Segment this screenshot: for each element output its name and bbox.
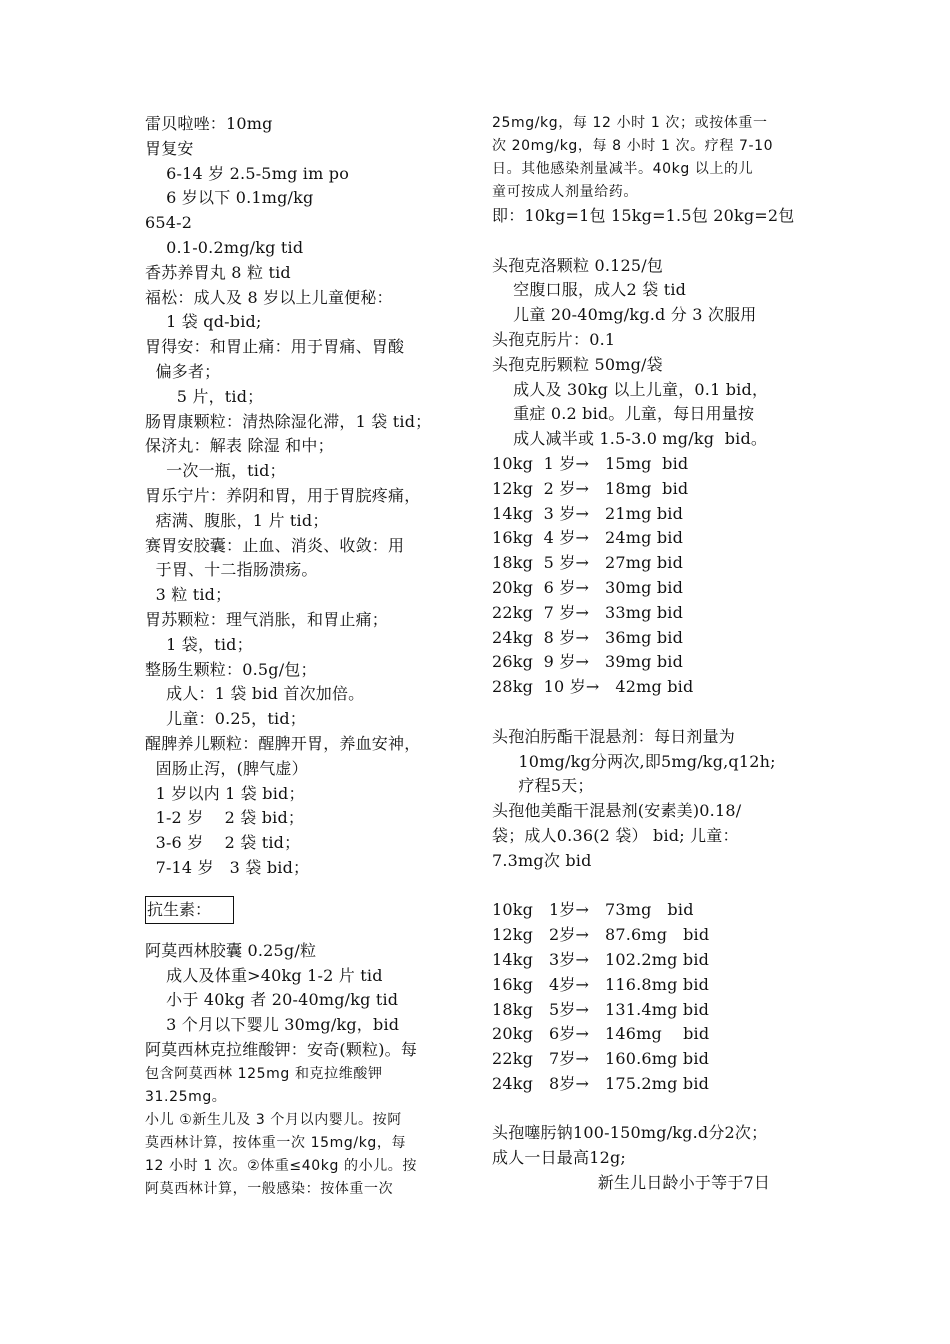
left-block-amoxicillin — [145, 939, 475, 1063]
text-line: 5 片，tid； — [145, 386, 264, 406]
text-line: 整肠生颗粒：0.5g/包； — [145, 659, 317, 679]
spacer — [492, 1097, 822, 1122]
text-line: 赛胃安胶囊：止血、消炎、收敛：用 — [145, 535, 405, 555]
right-block-dosing-note — [492, 112, 822, 204]
text-line: 头孢泊肟酯干混悬剂：每日剂量为 — [492, 726, 736, 746]
text-line: 7-14 岁 3 袋 bid； — [145, 857, 310, 877]
text-line: 童可按成人剂量给药。 — [492, 184, 638, 200]
text-line: 新生儿日龄小于等于7日 — [492, 1173, 771, 1193]
right-block-cefotaxime — [492, 1121, 822, 1195]
text-line: 10kg 1岁→ 73mg bid — [492, 900, 694, 920]
text-line: 袋；成人0.36(2 袋） bid; 儿童： — [492, 825, 739, 845]
right-block-cefpodoxime-cefetamet — [492, 725, 822, 874]
text-line: 香苏养胃丸 8 粒 tid — [145, 262, 291, 282]
text-line: 肠胃康颗粒：清热除湿化滞，1 袋 tid； — [145, 411, 432, 431]
text-line: 20kg 6 岁→ 30mg bid — [492, 577, 684, 597]
text-line: 小于 40kg 者 20-40mg/kg tid — [145, 990, 399, 1010]
text-line: 头孢噻肟钠100-150mg/kg.d分2次； — [492, 1123, 768, 1143]
text-line: 痞满、腹胀，1 片 tid； — [145, 510, 329, 530]
text-line: 阿莫西林计算，一般感染：按体重一次 — [145, 1180, 394, 1197]
text-line: 头孢他美酯干混悬剂(安素美)0.18/ — [492, 801, 742, 821]
text-line: 阿莫西林克拉维酸钾：安奇(颗粒)。每 — [145, 1039, 418, 1059]
text-line: 16kg 4岁→ 116.8mg bid — [492, 974, 710, 994]
text-line: 1-2 岁 2 袋 bid； — [145, 808, 305, 828]
text-line: 7.3mg次 bid — [492, 850, 592, 870]
text-line: 偏多者； — [145, 361, 221, 381]
right-block-equivalents — [492, 204, 822, 229]
text-line: 包含阿莫西林 125mg 和克拉维酸钾 — [145, 1065, 383, 1082]
text-line: 31.25mg。 — [145, 1088, 227, 1105]
antibiotics-heading: 抗生素： — [145, 896, 234, 924]
text-line: 成人：1 袋 bid 首次加倍。 — [145, 684, 365, 704]
text-line: 胃得安：和胃止痛：用于胃痛、胃酸 — [145, 337, 405, 357]
text-line: 22kg 7岁→ 160.6mg bid — [492, 1049, 710, 1069]
left-column — [145, 112, 475, 1201]
text-line: 成人一日最高12g; — [492, 1148, 626, 1168]
text-line: 12 小时 1 次。②体重≤40kg 的小儿。按 — [145, 1157, 418, 1174]
text-line: 14kg 3 岁→ 21mg bid — [492, 503, 684, 523]
text-line: 疗程5天； — [492, 776, 594, 796]
text-line: 雷贝啦唑：10mg — [145, 114, 273, 133]
text-line: 25mg/kg，每 12 小时 1 次；或按体重一 — [492, 115, 768, 131]
text-line: 头孢克肟片：0.1 — [492, 329, 616, 349]
text-line: 醒脾养儿颗粒：醒脾开胃，养血安神， — [145, 733, 421, 753]
text-line: 于胃、十二指肠溃疡。 — [145, 560, 318, 580]
text-line: 18kg 5 岁→ 27mg bid — [492, 553, 684, 573]
text-line: 12kg 2岁→ 87.6mg bid — [492, 925, 710, 945]
text-line: 654-2 — [145, 213, 193, 233]
spacer — [492, 700, 822, 725]
text-line: 18kg 5岁→ 131.4mg bid — [492, 999, 710, 1019]
text-line: 28kg 10 岁→ 42mg bid — [492, 677, 694, 697]
left-block-top — [145, 112, 475, 881]
text-line: 即：10kg=1包 15kg=1.5包 20kg=2包 — [492, 206, 795, 225]
text-line: 14kg 3岁→ 102.2mg bid — [492, 949, 710, 969]
text-line: 头孢克洛颗粒 0.125/包 — [492, 255, 664, 275]
right-block-cefetamet-table — [492, 898, 822, 1096]
text-line: 24kg 8岁→ 175.2mg bid — [492, 1073, 710, 1093]
text-line: 成人及体重>40kg 1-2 片 tid — [145, 965, 383, 985]
text-line: 6 岁以下 0.1mg/kg — [145, 188, 314, 208]
text-line: 1 袋，tid； — [145, 634, 253, 654]
text-line: 胃复安 — [145, 138, 194, 158]
text-line: 3 粒 tid； — [145, 585, 232, 605]
text-line: 成人及 30kg 以上儿童，0.1 bid， — [492, 379, 769, 399]
text-line: 固肠止泻，(脾气虚） — [145, 758, 308, 778]
text-line: 10kg 1 岁→ 15mg bid — [492, 453, 689, 473]
text-line: 儿童 20-40mg/kg.d 分 3 次服用 — [492, 305, 757, 325]
text-line: 26kg 9 岁→ 39mg bid — [492, 652, 684, 672]
text-line: 6-14 岁 2.5-5mg im po — [145, 163, 350, 183]
spacer — [145, 881, 475, 893]
left-block-clavulanate — [145, 1063, 475, 1201]
text-line: 3 个月以下婴儿 30mg/kg，bid — [145, 1015, 400, 1035]
right-block-cefaclor-cefixime — [492, 254, 822, 700]
antibiotics-heading-wrap — [145, 893, 475, 927]
text-line: 20kg 6岁→ 146mg bid — [492, 1024, 710, 1044]
text-line: 保济丸：解表 除湿 和中； — [145, 436, 334, 456]
text-line: 次 20mg/kg，每 8 小时 1 次。疗程 7-10 — [492, 138, 774, 154]
text-line: 小儿 ①新生儿及 3 个月以内婴儿。按阿 — [145, 1111, 402, 1128]
text-line: 日。其他感染剂量减半。40kg 以上的儿 — [492, 161, 754, 177]
text-line: 1 袋 qd-bid; — [145, 312, 262, 332]
spacer — [145, 927, 475, 939]
text-line: 胃乐宁片：养阴和胃，用于胃脘疼痛， — [145, 485, 421, 505]
text-line: 24kg 8 岁→ 36mg bid — [492, 627, 684, 647]
text-line: 22kg 7 岁→ 33mg bid — [492, 602, 684, 622]
text-line: 1 岁以内 1 袋 bid； — [145, 783, 305, 803]
text-line: 0.1-0.2mg/kg tid — [145, 237, 304, 257]
text-line: 空腹口服，成人2 袋 tid — [492, 280, 687, 300]
text-line: 头孢克肟颗粒 50mg/袋 — [492, 354, 663, 374]
text-line: 儿童：0.25，tid； — [145, 709, 306, 729]
text-line: 10mg/kg分两次,即5mg/kg,q12h; — [492, 751, 776, 771]
text-line: 福松：成人及 8 岁以上儿童便秘： — [145, 287, 393, 307]
text-line: 阿莫西林胶囊 0.25g/粒 — [145, 940, 317, 960]
text-line: 3-6 岁 2 袋 tid； — [145, 833, 301, 853]
text-line: 重症 0.2 bid。儿童，每日用量按 — [492, 404, 755, 424]
text-line: 胃苏颗粒：理气消胀，和胃止痛； — [145, 609, 389, 629]
text-line: 一次一瓶，tid； — [145, 461, 286, 481]
right-column — [492, 112, 822, 1196]
text-line: 莫西林计算，按体重一次 15mg/kg，每 — [145, 1134, 407, 1151]
spacer — [492, 874, 822, 899]
spacer — [492, 229, 822, 254]
text-line: 12kg 2 岁→ 18mg bid — [492, 478, 689, 498]
text-line: 成人减半或 1.5-3.0 mg/kg bid。 — [492, 429, 768, 449]
text-line: 16kg 4 岁→ 24mg bid — [492, 528, 684, 548]
